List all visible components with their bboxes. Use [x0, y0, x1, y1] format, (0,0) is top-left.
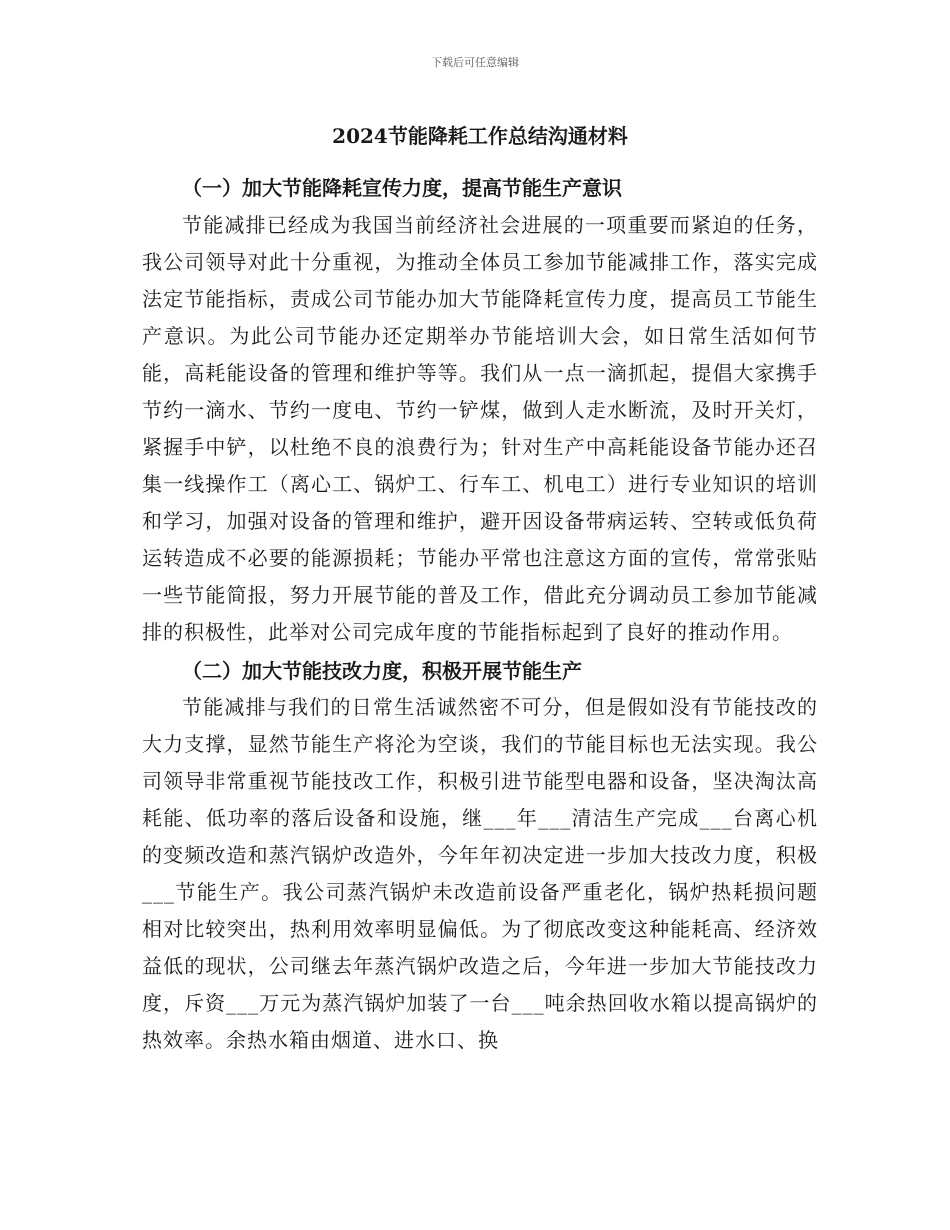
section-heading-1: （一）加大节能降耗宣传力度，提高节能生产意识 — [182, 176, 622, 200]
document-title: 2024节能降耗工作总结沟通材料 — [332, 124, 628, 148]
section-paragraph-2: 节能减排与我们的日常生活诚然密不可分，但是假如没有节能技改的大力支撑，显然节能生产将沦为空谈，我们的节能目标也无法实现。我公司领导非常重视节能技改工作，积极引进节能型电器和设备，坚决淘汰高耗能、低功率的落后设备和设施，继___年___清洁生产完成___台离心机的变频改造和蒸汽锅炉改造外，今年年初决定进一步加大技改力度，积极___节能生产。我公司蒸汽锅炉未改造前设备严重老化，锅炉热耗损问题相对比较突出，热利用效率明显偏低。为了彻底改变这种能耗高、经济效益低的现状，公司继去年蒸汽锅炉改造之后，今年进一步加大节能技改力度，斥资___万元为蒸汽锅炉加装了一台___吨余热回收水箱以提高锅炉的热效率。余热水箱由烟道、进水口、换 — [142, 695, 818, 1052]
document-body — [142, 122, 818, 1059]
section-heading-2: （二）加大节能技改力度，积极开展节能生产 — [182, 659, 582, 683]
section-paragraph-1: 节能减排已经成为我国当前经济社会进展的一项重要而紧迫的任务，我公司领导对此十分重视，为推动全体员工参加节能减排工作，落实完成法定节能指标，责成公司节能办加大节能降耗宣传力度，提高员工节能生产意识。为此公司节能办还定期举办节能培训大会，如日常生活如何节能，高耗能设备的管理和维护等等。我们从一点一滴抓起，提倡大家携手节约一滴水、节约一度电、节约一铲煤，做到人走水断流，及时开关灯，紧握手中铲，以杜绝不良的浪费行为；针对生产中高耗能设备节能办还召集一线操作工（离心工、锅炉工、行车工、机电工）进行专业知识的培训和学习，加强对设备的管理和维护，避开因设备带病运转、空转或低负荷运转造成不必要的能源损耗；节能办平常也注意这方面的宣传，常常张贴一些节能简报，努力开展节能的普及工作，借此充分调动员工参加节能减排的积极性，此举对公司完成年度的节能指标起到了良好的推动作用。 — [142, 213, 818, 644]
header-note: 下载后可任意编辑 — [431, 56, 519, 69]
